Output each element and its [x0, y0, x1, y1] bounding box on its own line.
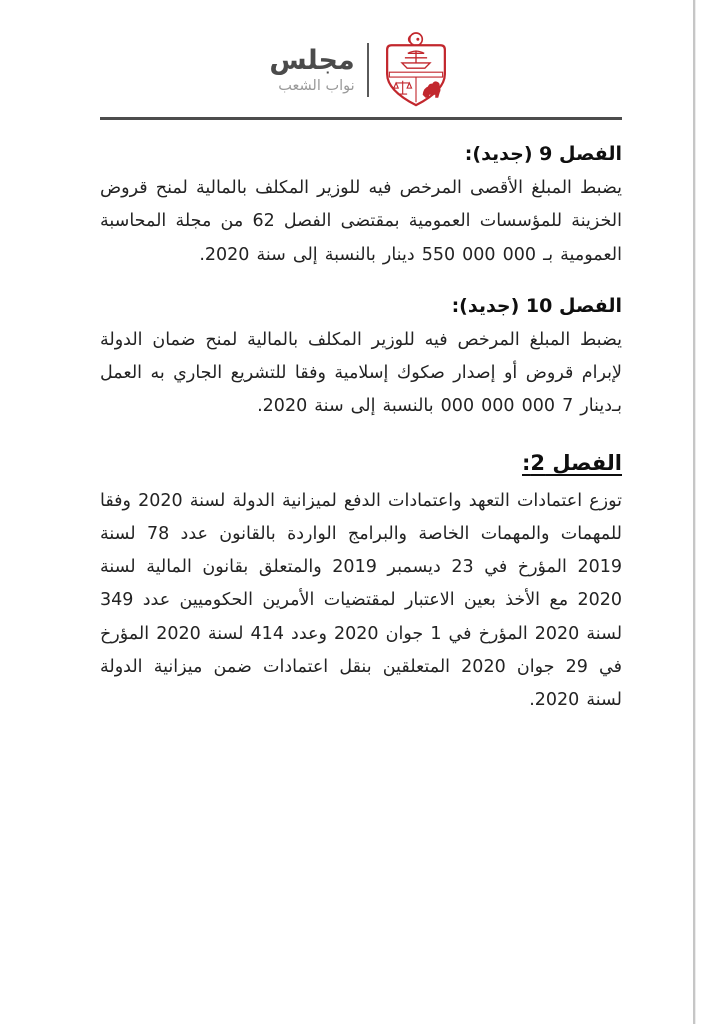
council-title: مجلس: [269, 44, 355, 76]
article-10-heading: الفصل 10 (جديد):: [451, 294, 622, 317]
article-9-text-end: دينار بالنسبة إلى سنة 2020.: [199, 244, 422, 265]
article-9-heading: الفصل 9 (جديد):: [464, 143, 622, 165]
parliament-header: [100, 30, 622, 110]
council-subtitle: نواب الشعب: [278, 77, 355, 94]
tunisia-coat-of-arms-icon: [379, 31, 453, 109]
logo-divider: [367, 43, 369, 97]
article-9-section: [100, 143, 622, 272]
parliament-brand-text: [269, 44, 355, 94]
article-10-text-end: بالنسبة إلى سنة 2020.: [257, 396, 441, 417]
article-2-heading: الفصل 2:: [522, 450, 622, 475]
article-10-text-start: يضبط المبلغ المرخص فيه للوزير المكلف بالمالية لمنح ضمان الدولة لإبرام قروض أو إصدار صكوك إسلامية وفقا للتشريع الجاري به العمل بـ: [100, 329, 622, 417]
header-rule: [100, 117, 622, 120]
state-guarantee-amount: 000 000 000 7 دينار: [440, 396, 612, 417]
document-content: [100, 143, 622, 717]
article-10-body: [100, 324, 622, 424]
article-10-section: [100, 295, 622, 424]
page-edge-line: [693, 0, 695, 1024]
article-9-body: [100, 172, 622, 272]
article-2-body: توزع اعتمادات التعهد واعتمادات الدفع لميزانية الدولة لسنة 2020 وفقا للمهمات والمهمات الخاصة والبرامج الواردة بالقانون عدد 78 لسنة 2019 المؤرخ في 23 ديسمبر 2019 والمتعلق بقانون المالية لسنة 2020 مع الأخذ بعين الاعتبار لمقتضيات الأمرين الحكوميين عدد 349 لسنة 2020 المؤرخ في 1 جوان 2020 وعدد 414 لسنة 2020 المؤرخ في 29 جوان 2020 المتعلقين بنقل اعتمادات ضمن ميزانية الدولة لسنة 2020.: [100, 490, 623, 710]
treasury-loans-amount: 550 000 000: [421, 244, 537, 265]
article-2-section: [100, 451, 622, 718]
article-9-text-start: يضبط المبلغ الأقصى المرخص فيه للوزير المكلف بالمالية لمنح قروض الخزينة للمؤسسات العمومية بمقتضى الفصل 62 من مجلة المحاسبة العمومية بـ: [100, 178, 622, 265]
